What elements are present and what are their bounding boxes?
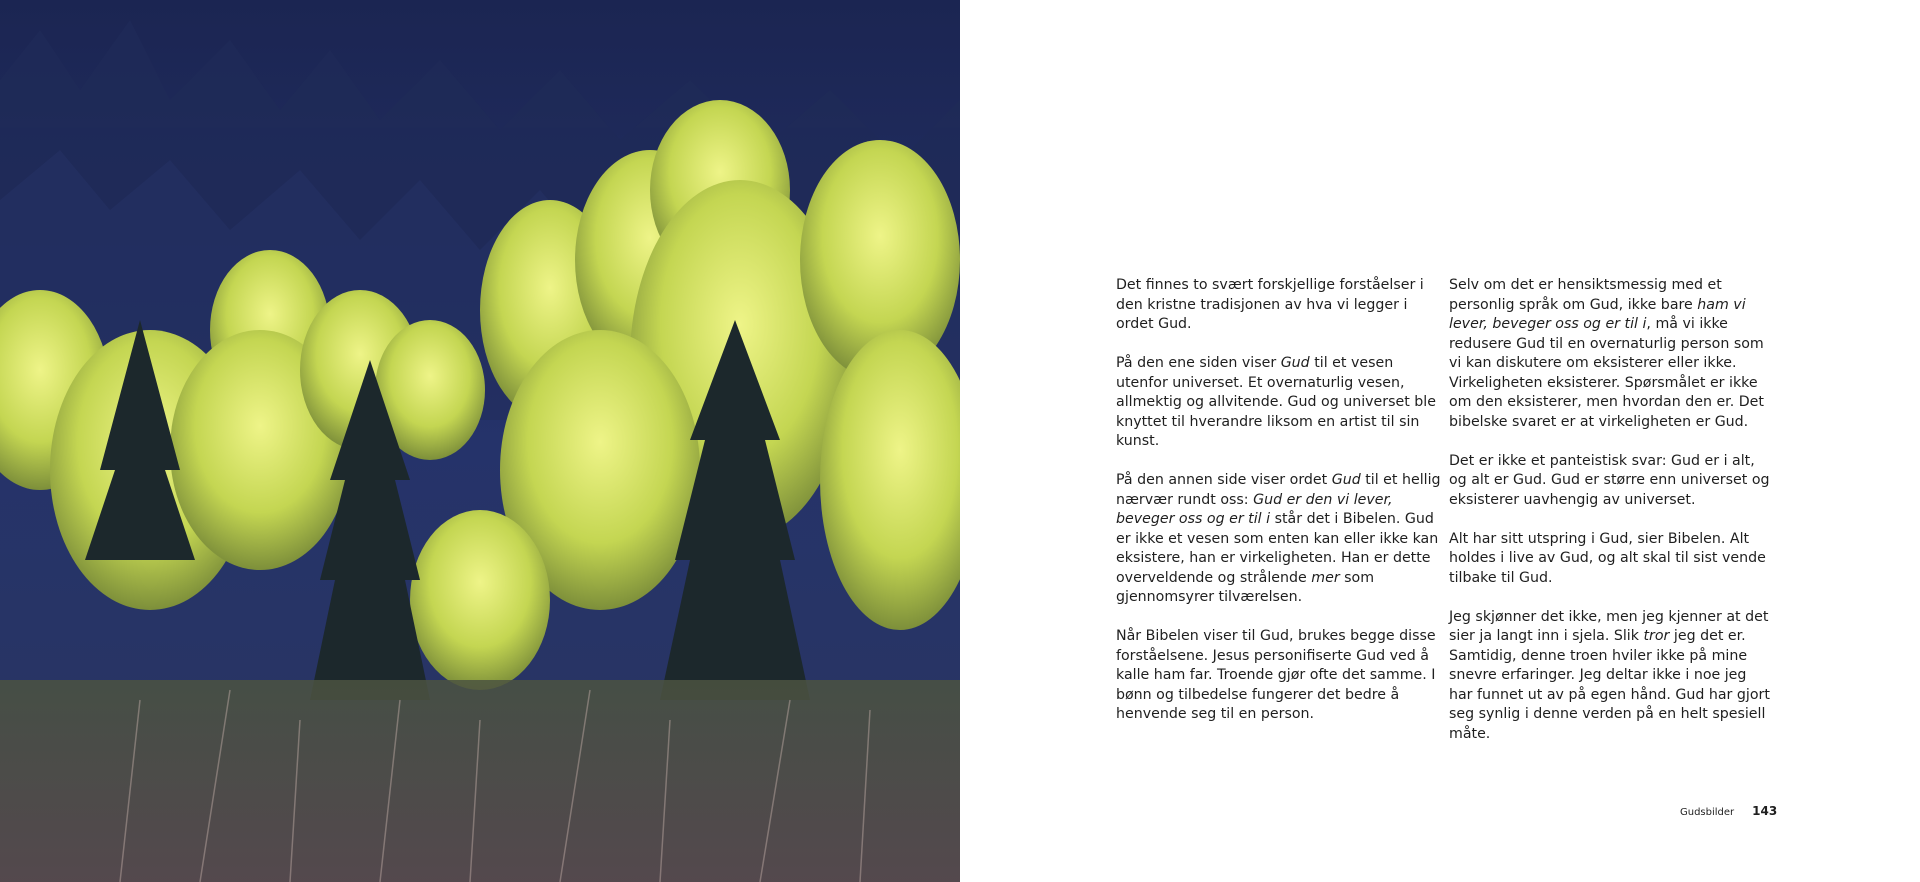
page-number: 143 <box>1752 804 1778 818</box>
paragraph <box>1116 354 1441 452</box>
page-footer <box>1680 804 1777 818</box>
text-run: Alt har sitt utspring i Gud, sier Bibelen. Alt holdes i live av Gud, og alt skal til sist vende tilbake til Gud. <box>1449 530 1766 586</box>
paragraph <box>1449 452 1774 511</box>
italic-text: ham vi lever, beveger oss og er til i <box>1449 296 1746 332</box>
italic-text: mer <box>1311 569 1340 586</box>
text-column-right <box>1449 276 1774 764</box>
text-run: til et vesen utenfor universet. Et overnaturlig vesen, allmektig og allvitende. Gud og universet ble knyttet til hverandre liksom en artist til sin kunst. <box>1116 355 1436 449</box>
paragraph <box>1116 627 1441 725</box>
paragraph <box>1116 471 1441 608</box>
paragraph <box>1116 276 1441 335</box>
text-run: På den annen side viser ordet <box>1116 472 1332 488</box>
text-run: Selv om det er hensiktsmessig med et personlig språk om Gud, ikke bare <box>1449 277 1722 313</box>
text-run: Det finnes to svært forskjellige forståelser i den kristne tradisjonen av hva vi legger i ordet Gud. <box>1116 277 1424 332</box>
paragraph <box>1449 608 1774 745</box>
section-title: Gudsbilder <box>1680 807 1735 818</box>
text-run: , må vi ikke redusere Gud til en overnaturlig person som vi kan diskutere om eksisterer eller ikke. Virkeligheten eksisterer. Spørsmålet er ikke om den eksisterer, men hvordan den er. Det bibelske svaret er at virkeligheten er Gud. <box>1449 316 1764 430</box>
text-run: jeg det er. Samtidig, denne troen hviler ikke på mine snevre erfaringer. Jeg deltar ikke i noe jeg har funnet ut av på egen hånd. Gud har gjort seg synlig i denne verden på en helt spesiell måte. <box>1449 628 1770 742</box>
text-run: På den ene siden viser <box>1116 355 1281 371</box>
text-run: Det er ikke et panteistisk svar: Gud er i alt, og alt er Gud. Gud er større enn universet og eksisterer uavhengig av universet. <box>1449 452 1770 508</box>
italic-text: Gud er den vi lever, beveger oss og er til i <box>1116 491 1393 527</box>
text-page <box>960 0 1920 882</box>
text-run: Jeg skjønner det ikke, men jeg kjenner at det sier ja langt inn i sjela. Slik <box>1449 608 1769 644</box>
text-run: står det i Bibelen. Gud er ikke et vesen som enten kan eller ikke kan eksistere, han er virkeligheten. Han er dette overveldende og strålende <box>1116 511 1439 586</box>
text-run: Når Bibelen viser til Gud, brukes begge disse forståelsene. Jesus personifiserte Gud ved å kalle ham far. Troende gjør ofte det samme. I bønn og tilbedelse fungerer det bedre å henvende seg til en person. <box>1116 628 1436 722</box>
italic-text: Gud <box>1280 355 1310 371</box>
italic-text: Gud <box>1331 472 1361 488</box>
text-run: til et hellig nærvær rundt oss: <box>1116 472 1441 508</box>
paragraph <box>1449 530 1774 589</box>
paragraph <box>1449 276 1774 432</box>
text-run: som gjennomsyrer tilværelsen. <box>1116 569 1375 605</box>
text-column-left <box>1116 276 1441 744</box>
italic-text: tror <box>1643 628 1670 644</box>
